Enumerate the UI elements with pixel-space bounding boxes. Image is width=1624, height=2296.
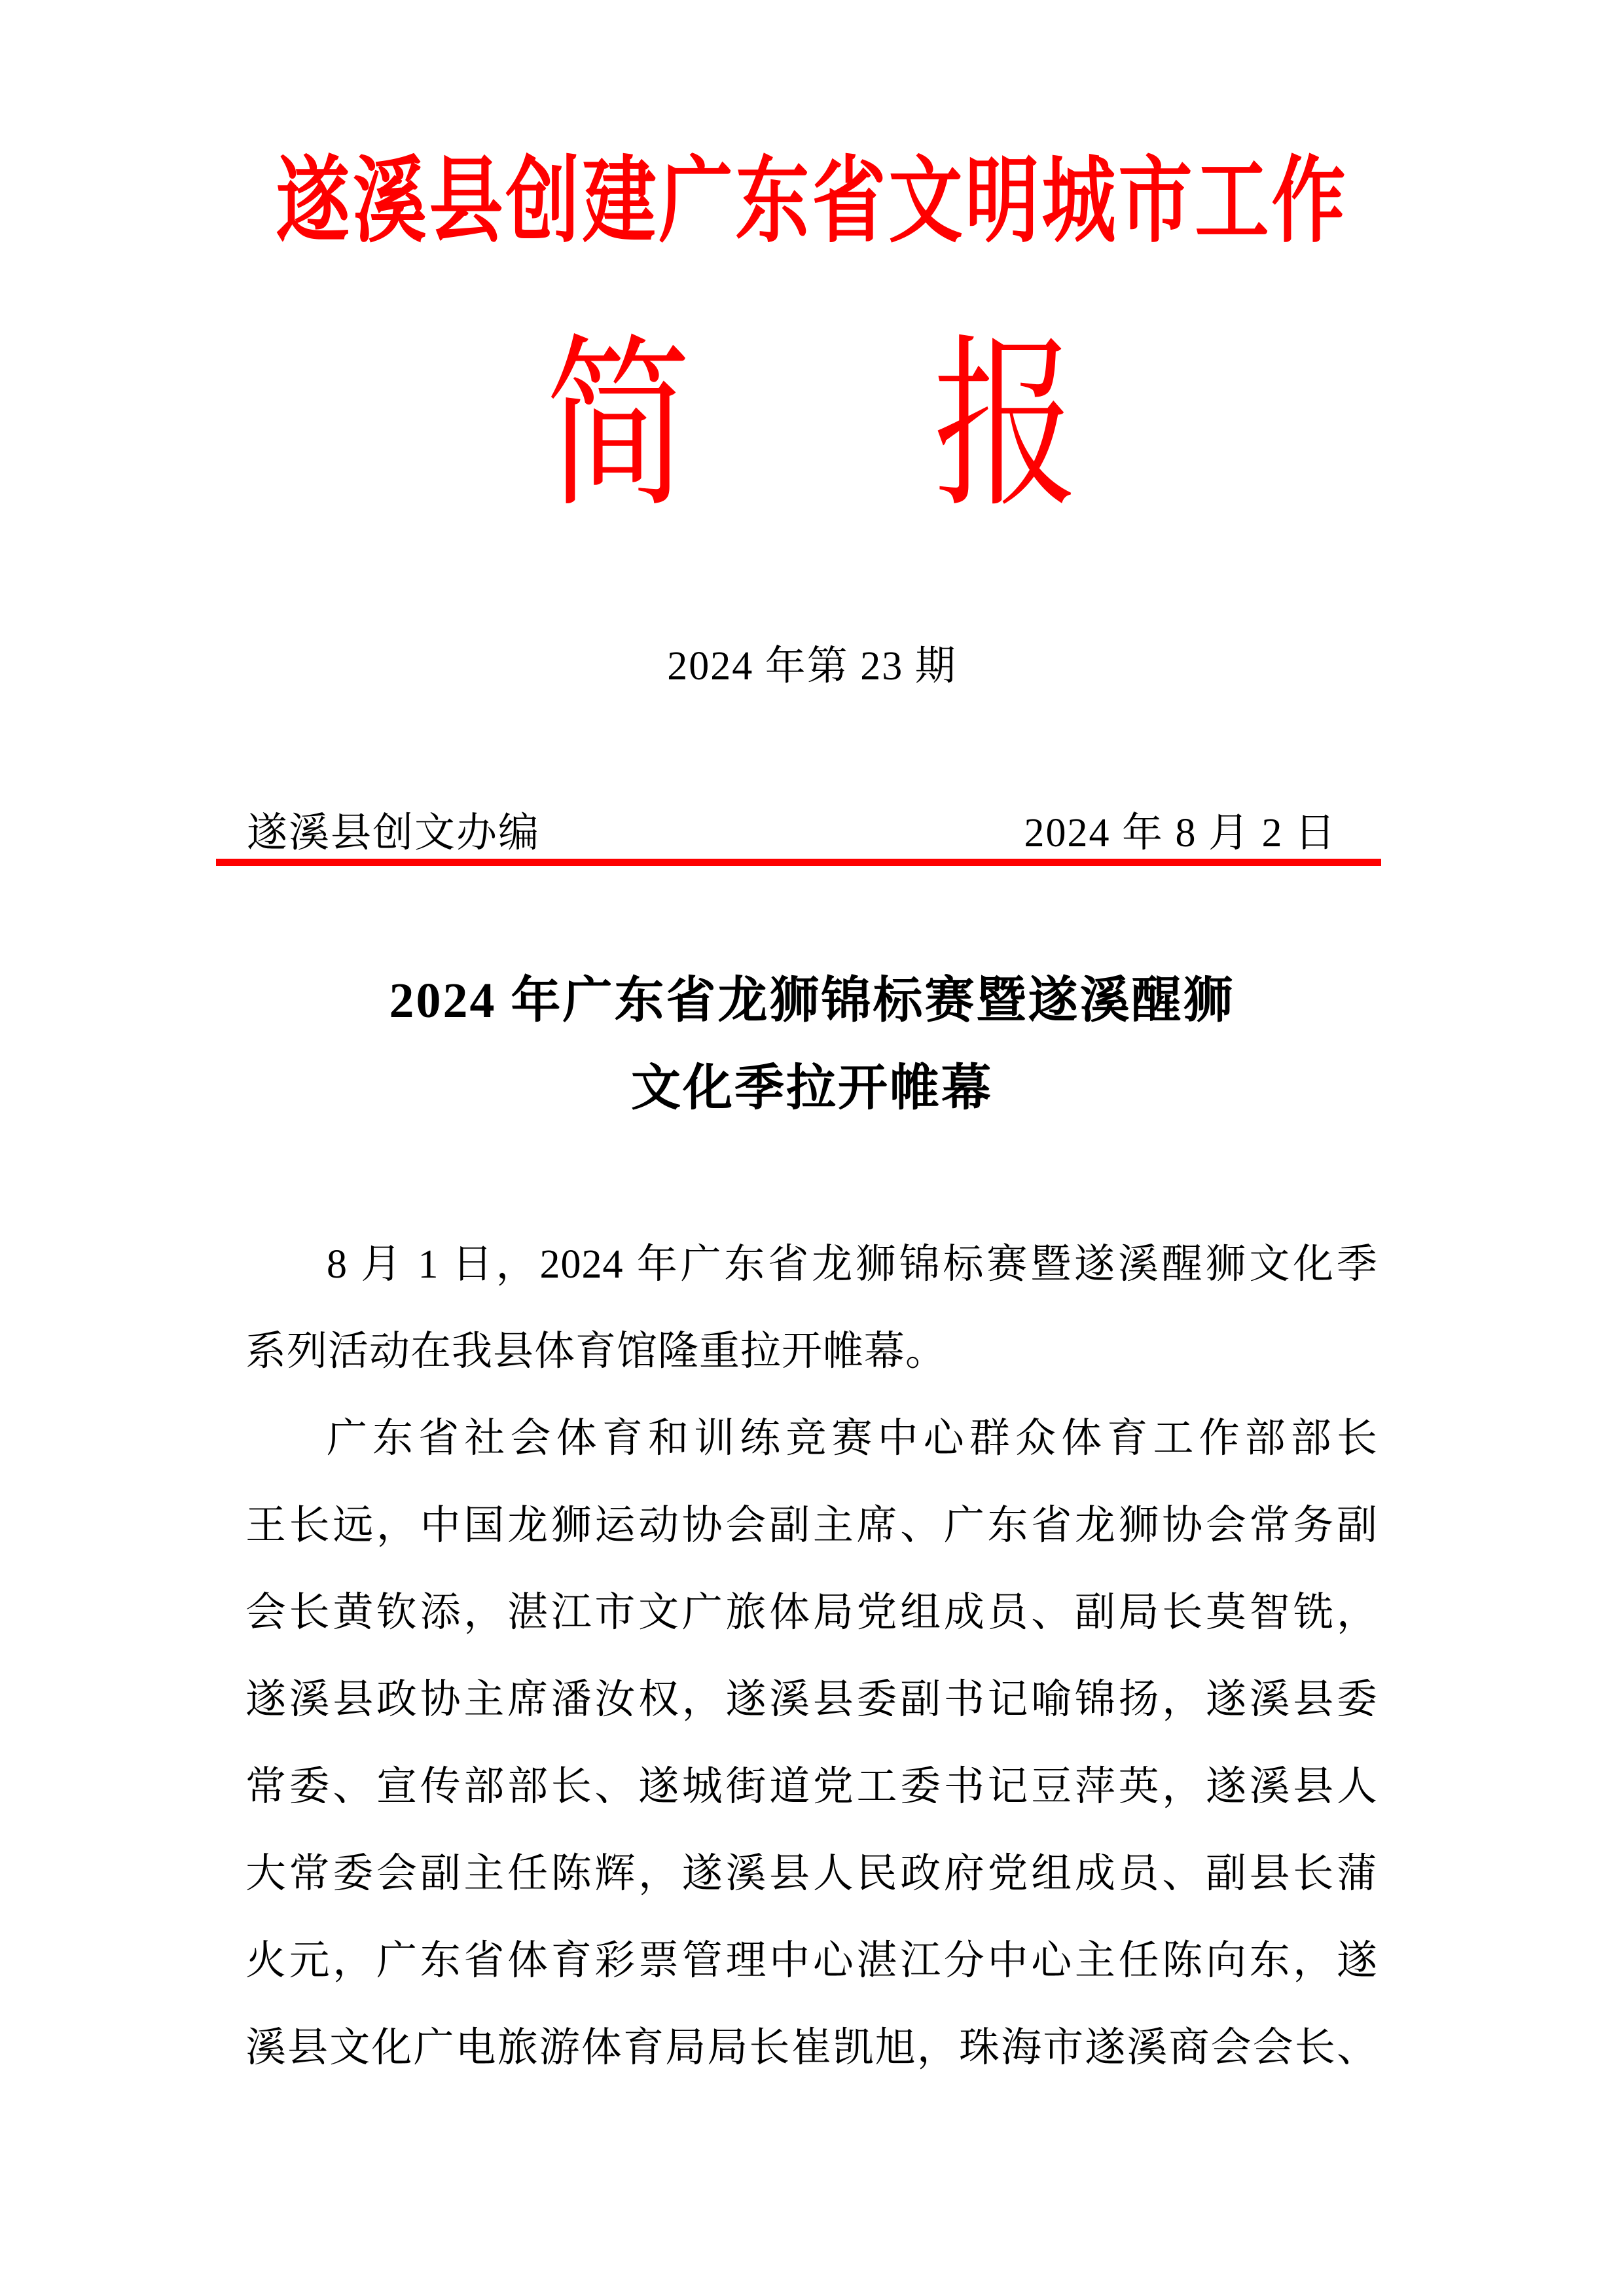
editor-label: 遂溪县创文办编 xyxy=(247,811,541,855)
body-paragraph1-line2: 系列活动在我县体育馆隆重拉开帷幕。 xyxy=(245,1329,947,1374)
body-paragraph2-line3: 会长黄钦添，湛江市文广旅体局党组成员、副局长莫智铣， xyxy=(245,1590,1378,1635)
issue-date: 2024 年 8 月 2 日 xyxy=(1024,811,1337,855)
issue-number-line: 2024 年第 23 期 xyxy=(667,644,957,689)
body-paragraph2-line8: 溪县文化广电旅游体育局局长崔凯旭，珠海市遂溪商会会长、 xyxy=(245,2026,1378,2070)
red-divider-rule xyxy=(216,859,1381,866)
article-headline-line1: 2024 年广东省龙狮锦标赛暨遂溪醒狮 xyxy=(389,973,1235,1028)
body-paragraph2-line5: 常委、宣传部部长、遂城街道党工委书记豆萍英，遂溪县人 xyxy=(245,1765,1378,1809)
body-paragraph2-line1: 广东省社会体育和训练竞赛中心群众体育工作部部长 xyxy=(327,1416,1378,1461)
body-paragraph2-line4: 遂溪县政协主席潘汝权，遂溪县委副书记喻锦扬，遂溪县委 xyxy=(245,1677,1378,1722)
masthead-title-text: 遂溪县创建广东省文明城市工作 xyxy=(276,150,1348,255)
body-paragraph2-line6: 大常委会副主任陈辉，遂溪县人民政府党组成员、副县长蒲 xyxy=(245,1852,1378,1896)
byline-row xyxy=(247,812,1337,855)
body-paragraph1-line1: 8 月 1 日，2024 年广东省龙狮锦标赛暨遂溪醒狮文化季 xyxy=(327,1242,1378,1287)
masthead-big-char-jian: 简 xyxy=(545,325,691,530)
masthead-big-characters xyxy=(0,325,1624,530)
article-headline-line2: 文化季拉开帷幕 xyxy=(631,1061,993,1116)
article-body xyxy=(245,1221,1378,2092)
masthead xyxy=(0,150,1624,255)
body-paragraph2-line2: 王长远，中国龙狮运动协会副主席、广东省龙狮协会常务副 xyxy=(245,1503,1378,1548)
body-paragraph2-line7: 火元，广东省体育彩票管理中心湛江分中心主任陈向东，遂 xyxy=(245,1939,1378,1983)
article-headline xyxy=(0,957,1624,1132)
masthead-big-char-bao: 报 xyxy=(933,325,1079,530)
